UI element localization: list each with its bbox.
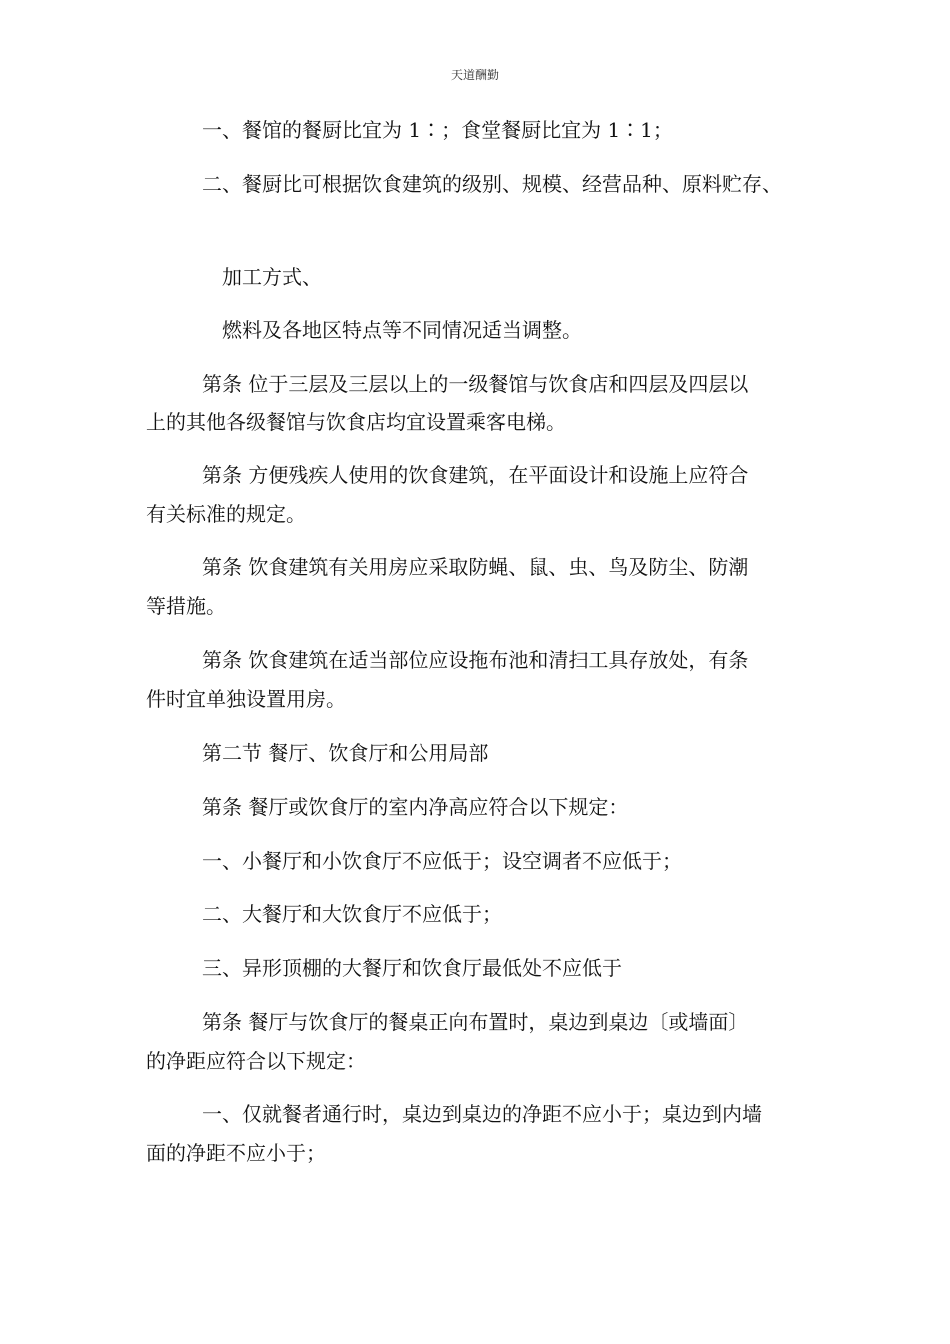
text-line: 等措施。 — [146, 594, 226, 618]
text-line: 二、餐厨比可根据饮食建筑的级别、规模、经营品种、原料贮存、 — [202, 172, 782, 196]
text-line: 第条 饮食建筑有关用房应采取防蝇、鼠、虫、鸟及防尘、防潮 — [202, 555, 749, 579]
text-line: 第条 餐厅或饮食厅的室内净高应符合以下规定： — [202, 795, 629, 819]
text-line: 三、异形顶棚的大餐厅和饮食厅最低处不应低于 — [202, 956, 622, 980]
text-line: 一、仅就餐者通行时，桌边到桌边的净距不应小于；桌边到内墙 — [202, 1102, 762, 1126]
page-header: 天道酬勤 — [450, 68, 499, 82]
text-line: 燃料及各地区特点等不同情况适当调整。 — [222, 318, 582, 342]
section-heading: 第二节 餐厅、饮食厅和公用局部 — [202, 741, 489, 765]
text-line: 第条 餐厅与饮食厅的餐桌正向布置时，桌边到桌边〔或墙面〕 — [202, 1010, 749, 1034]
text-line: 加工方式、 — [222, 265, 322, 289]
text-line: 二、大餐厅和大饮食厅不应低于； — [202, 902, 502, 926]
text-line: 一、餐馆的餐厨比宜为 1∶；食堂餐厨比宜为 1∶1； — [202, 118, 673, 142]
text-line: 一、小餐厅和小饮食厅不应低于；设空调者不应低于； — [202, 849, 682, 873]
text-line: 第条 饮食建筑在适当部位应设拖布池和清扫工具存放处，有条 — [202, 648, 749, 672]
text-line: 有关标准的规定。 — [146, 502, 306, 526]
text-line: 第条 方便残疾人使用的饮食建筑，在平面设计和设施上应符合 — [202, 463, 749, 487]
text-line: 第条 位于三层及三层以上的一级餐馆与饮食店和四层及四层以 — [202, 372, 749, 396]
text-line: 上的其他各级餐馆与饮食店均宜设置乘客电梯。 — [146, 410, 566, 434]
text-line: 面的净距不应小于； — [146, 1141, 326, 1165]
text-line: 件时宜单独设置用房。 — [146, 687, 346, 711]
text-line: 的净距应符合以下规定： — [146, 1049, 366, 1073]
